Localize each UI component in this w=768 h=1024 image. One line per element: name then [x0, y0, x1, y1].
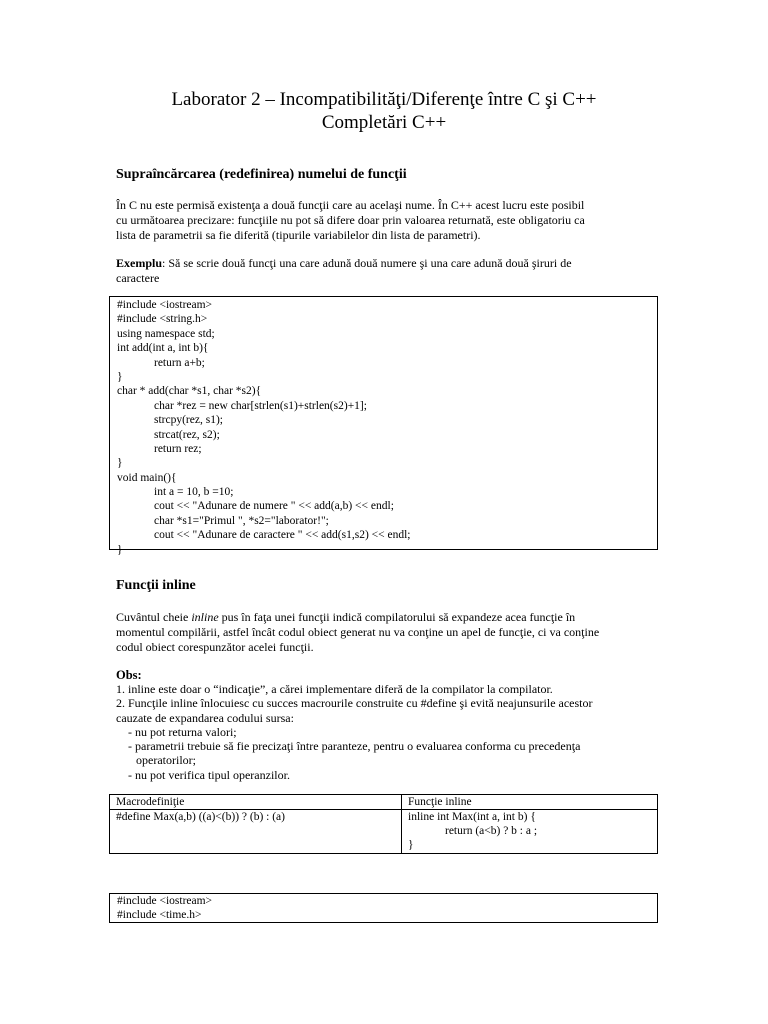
code-line: #include <iostream>: [117, 895, 213, 907]
code-line: strcpy(rez, s1);: [154, 414, 223, 427]
obs-label: Obs:: [116, 668, 142, 682]
table-header-row: [110, 795, 658, 810]
table-header-inline: Funcţie inline: [402, 795, 658, 810]
table-cell-inline: [402, 810, 658, 854]
table-header-macro: Macrodefiniţie: [110, 795, 402, 810]
example-line-1: [116, 256, 646, 271]
code-line: using namespace std;: [117, 327, 215, 340]
code-line: int add(int a, int b){: [117, 342, 209, 355]
example-label: Exemplu: [116, 256, 163, 270]
code-line: cout << "Adunare de numere " << add(a,b) << endl;: [154, 500, 394, 513]
obs-item-1: 1. inline este doar o “indicaţie”, a cărei implementare diferă de la compilator la compilator.: [116, 682, 553, 696]
code-line: strcat(rez, s2);: [154, 428, 220, 441]
paragraph-line: lista de parametrii sa fie diferită (tipurile variabilelor din lista de parametri).: [116, 228, 481, 242]
code-line: cout << "Adunare de caractere " << add(s1,s2) << endl;: [154, 529, 411, 542]
code-box-overloading: [109, 296, 658, 556]
paragraph-line: În C nu este permisă existenţa a două funcţii care au acelaşi nume. În C++ acest lucru este posibil: [116, 198, 585, 212]
code-line: char *rez = new char[strlen(s1)+strlen(s2)+1];: [154, 399, 367, 412]
code-line: return a+b;: [154, 356, 205, 369]
paragraph-text: Cuvântul cheie: [116, 610, 192, 624]
obs-dash-item: - nu pot returna valori;: [128, 724, 237, 739]
code-line: }: [117, 543, 123, 556]
paragraph-line: [116, 610, 646, 625]
paragraph-text: pus în faţa unei funcţii indică compilatorului să expandeze acea funcţie în: [218, 610, 576, 624]
obs-dash-item: - parametrii trebuie să fie precizaţi între paranteze, pentru o evaluarea conforma cu precedenţa: [128, 739, 581, 754]
overloading-paragraph: [116, 198, 646, 243]
code-line: return (a<b) ? b : a ;: [445, 825, 538, 837]
obs-dash-item-cont: operatorilor;: [136, 753, 196, 768]
macro-vs-inline-table: [109, 794, 658, 854]
code-line: }: [117, 370, 123, 383]
section-heading-inline: Funcţii inline: [116, 578, 196, 593]
paragraph-line: cu următoarea precizare: funcţiile nu pot să difere doar prin valoarea returnată, este obligatoriu ca: [116, 213, 585, 227]
obs-item-2: 2. Funcţile inline înlocuiesc cu succes macrourile construite cu #define şi evită neajunsurile acestor: [116, 696, 593, 711]
title-line-1: Laborator 2 – Incompatibilităţi/Diferenţe între C şi C++: [171, 89, 597, 110]
paragraph-line: momentul compilării, astfel încât codul obiect generat nu va conţine un apel de funcţie, ci va conţine: [116, 625, 600, 639]
obs-dash-item: - nu pot verifica tipul operanzilor.: [128, 767, 290, 782]
code-line: }: [117, 457, 123, 470]
inline-paragraph: [116, 610, 646, 655]
code-line: #include <string.h>: [117, 313, 208, 326]
code-line: }: [408, 839, 414, 851]
paragraph-line: codul obiect corespunzător acelei funcţii.: [116, 640, 314, 654]
obs-item-2-cont: cauzate de expandarea codului sursa:: [116, 710, 294, 725]
page-title: [100, 88, 668, 134]
code-line: inline int Max(int a, int b) {: [408, 811, 536, 823]
title-line-2: Completări C++: [321, 112, 447, 133]
code-line: char *s1="Primul ", *s2="laborator!";: [154, 514, 329, 527]
code-line: int a = 10, b =10;: [154, 486, 234, 499]
section-heading-overloading: Supraîncărcarea (redefinirea) numelui de funcţii: [116, 167, 407, 182]
inline-keyword: inline: [191, 610, 219, 624]
code-line: char * add(char *s1, char *s2){: [117, 385, 262, 398]
table-row: [110, 810, 658, 854]
code-box-time: [109, 893, 658, 923]
code-line: #include <time.h>: [117, 909, 202, 922]
obs-list: [116, 682, 656, 782]
table-cell-macro: #define Max(a,b) ((a)<(b)) ? (b) : (a): [110, 810, 402, 854]
example-paragraph: [116, 256, 646, 286]
example-line-2: caractere: [116, 271, 160, 285]
code-line: return rez;: [154, 442, 202, 455]
example-text: : Să se scrie două funcţi una care adună două numere şi una care adună două şiruri de: [162, 256, 572, 270]
code-line: void main(){: [117, 471, 177, 484]
code-line: #include <iostream>: [117, 299, 213, 311]
